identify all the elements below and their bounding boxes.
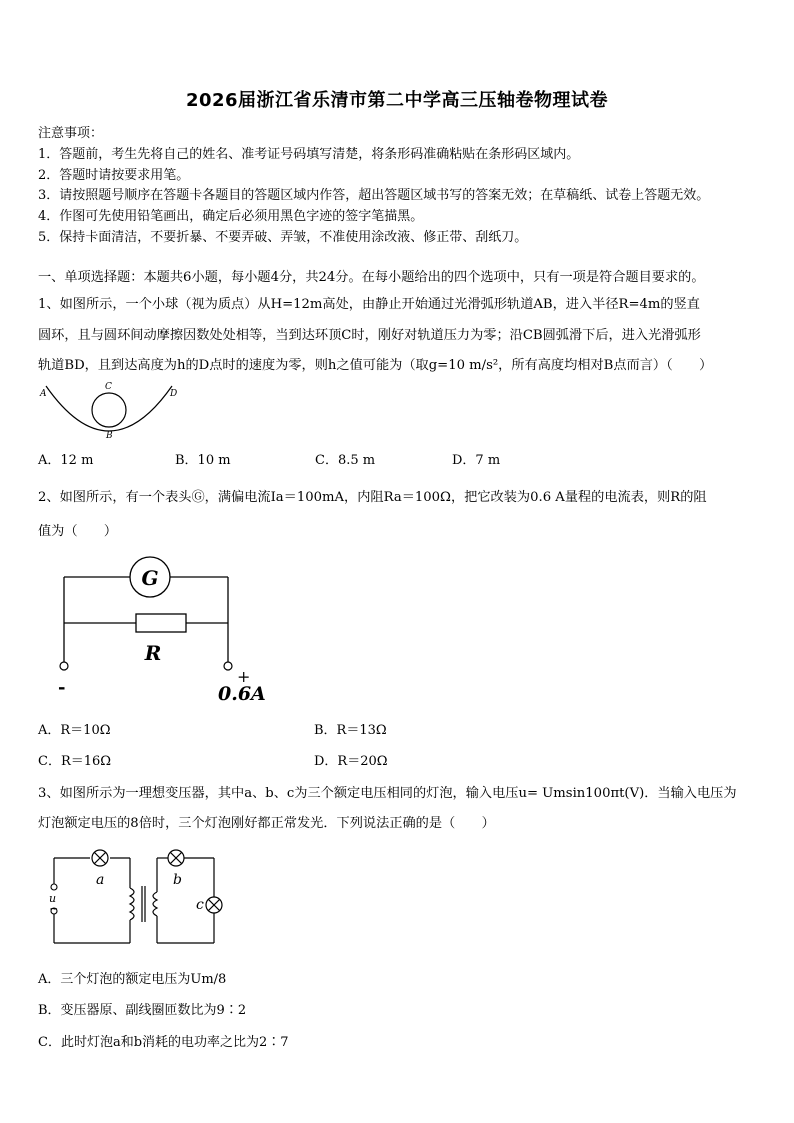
- label-a: a: [96, 872, 105, 888]
- notice-item: 1．答题前，考生先将自己的姓名、准考证号码填写清楚，将条形码准确粘贴在条形码区域内。: [38, 147, 580, 162]
- q1-track-figure: [36, 378, 186, 442]
- label-c: c: [196, 897, 204, 913]
- notice-item: 5．保持卡面清洁，不要折暴、不要弄破、弄皱，不准使用涂改液、修正带、刮纸刀。: [38, 230, 528, 245]
- terminal-minus: [60, 662, 68, 670]
- q2-option-b[interactable]: B．R＝13Ω: [314, 723, 387, 738]
- q3-option-c[interactable]: C．此时灯泡a和b消耗的电功率之比为2∶7: [38, 1035, 289, 1050]
- range-label: 0.6A: [218, 683, 266, 705]
- loop-circle: [92, 393, 126, 427]
- label-d: D: [170, 389, 178, 399]
- label-c: C: [105, 382, 112, 392]
- q3-option-b[interactable]: B．变压器原、副线圈匝数比为9∶2: [38, 1003, 247, 1018]
- q2-circuit-figure: [50, 550, 280, 708]
- notice-item: 2．答题时请按要求用笔。: [38, 168, 190, 183]
- q1-text: 圆环，且与圆环间动摩擦因数处处相等，当到达环顶C时，刚好对轨道压力为零；沿CB圆弧滑下后，进入光滑弧形: [38, 328, 701, 343]
- q1-option-b[interactable]: B．10 m: [175, 453, 231, 468]
- minus-label: -: [58, 677, 66, 698]
- section-heading: 一、单项选择题：本题共6小题，每小题4分，共24分。在每小题给出的四个选项中，只有一项是符合题目要求的。: [38, 270, 705, 285]
- q3-option-a[interactable]: A．三个灯泡的额定电压为Um/8: [38, 972, 227, 987]
- q2-option-c[interactable]: C．R＝16Ω: [38, 754, 112, 769]
- primary-coil: [130, 888, 134, 920]
- q1-text: 1、如图所示，一个小球（视为质点）从H=12m高处，由静止开始通过光滑弧形轨道AB，进入半径R=4m的竖直: [38, 297, 700, 312]
- q1-option-d[interactable]: D．7 m: [452, 453, 501, 468]
- label-b: B: [106, 431, 113, 441]
- terminal-plus: [224, 662, 232, 670]
- label-b: b: [173, 872, 182, 888]
- q2-option-a[interactable]: A．R＝10Ω: [38, 723, 111, 738]
- q1-text: 轨道BD，且到达高度为h的D点时的速度为零，则h之值可能为（取g=10 m/s²，所有高度均相对B点而言）（ ）: [38, 358, 713, 373]
- notice-item: 3．请按照题号顺序在答题卡各题目的答题区域内作答，超出答题区域书写的答案无效；在草稿纸、试卷上答题无效。: [38, 188, 710, 203]
- label-u: u: [49, 892, 57, 905]
- resistor-label: R: [144, 641, 162, 665]
- q3-transformer-figure: [40, 848, 230, 950]
- q3-text: 灯泡额定电压的8倍时，三个灯泡刚好都正常发光．下列说法正确的是（ ）: [38, 816, 495, 831]
- secondary-coil: [153, 892, 157, 916]
- q2-option-d[interactable]: D．R＝20Ω: [314, 754, 388, 769]
- q2-text: 值为（ ）: [38, 524, 118, 539]
- page-title: 2026届浙江省乐清市第二中学高三压轴卷物理试卷: [185, 90, 609, 111]
- input-terminal-top: [51, 884, 57, 890]
- notice-item: 4．作图可先使用铅笔画出，确定后必须用黑色字迹的签字笔描黑。: [38, 209, 424, 224]
- plus-label: +: [237, 667, 251, 686]
- notice-heading: 注意事项：: [38, 126, 104, 141]
- q1-option-a[interactable]: A．12 m: [38, 453, 94, 468]
- resistor-symbol: [136, 614, 186, 632]
- q2-text: 2、如图所示，有一个表头Ⓖ，满偏电流Ia＝100mA，内阻Ra＝100Ω，把它改装为0.6 A量程的电流表，则R的阻: [38, 490, 707, 505]
- q3-text: 3、如图所示为一理想变压器，其中a、b、c为三个额定电压相同的灯泡，输入电压u= Umsin100πt(V)．当输入电压为: [38, 786, 737, 801]
- label-tilde: ~: [49, 902, 59, 915]
- q1-option-c[interactable]: C．8.5 m: [315, 453, 376, 468]
- label-a: A: [40, 389, 47, 399]
- galvanometer-label: G: [141, 566, 159, 590]
